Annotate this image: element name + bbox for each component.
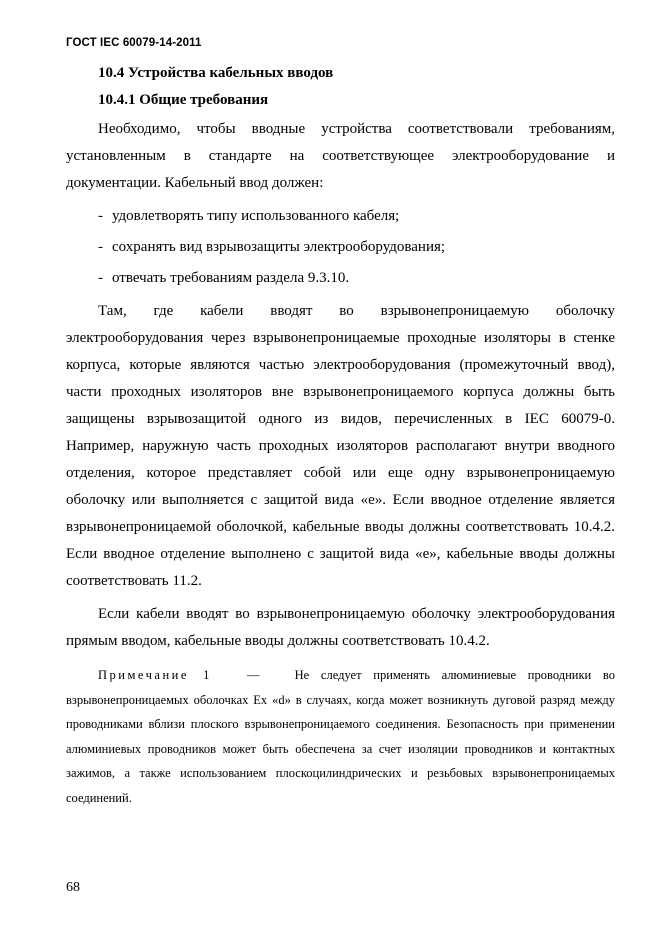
list-dash: - <box>98 208 103 224</box>
list-item <box>66 234 615 261</box>
list-item-text: сохранять вид взрывозащиты электрооборудования; <box>112 239 446 255</box>
list-dash: - <box>98 270 103 286</box>
list-dash: - <box>98 239 103 255</box>
list-item-text: удовлетворять типу использованного кабеля; <box>112 208 400 224</box>
paragraph-indirect-entry: Там, где кабели вводят во взрывонепроницаемую оболочку электрооборудования через взрывонепроницаемые проходные изоляторы в стенке корпуса, которые являются частью электрооборудования (промежуточный ввод), части проходных изоляторов вне взрывонепроницаемого корпуса должны быть защищены взрывозащитой одного из видов, перечисленных в IEC 60079-0. Например, наружную часть проходных изоляторов располагают внутри вводного отделения, которое представляет собой или еще одну взрывонепроницаемую оболочку или выполняется с защитой вида «е». Если вводное отделение является взрывонепроницаемой оболочкой, кабельные вводы должны соответствовать 10.4.2. Если вводное отделение выполнено с защитой вида «е», кабельные вводы должны соответствовать 11.2. <box>66 303 615 589</box>
note-block <box>66 663 615 810</box>
paragraph-requirements: Необходимо, чтобы вводные устройства соответствовали требованиям, установленным в стандарте на соответствующее электрооборудование и документации. Кабельный ввод должен: <box>66 121 615 191</box>
paragraph-direct-entry: Если кабели вводят во взрывонепроницаемую оболочку электрооборудования прямым вводом, кабельные вводы должны соответствовать 10.4.2. <box>66 606 615 649</box>
section-heading: 10.4 Устройства кабельных вводов <box>98 65 334 81</box>
requirements-list <box>66 203 615 292</box>
list-item <box>66 265 615 292</box>
list-item <box>66 203 615 230</box>
document-body <box>66 60 615 810</box>
note-dash: — <box>246 668 260 682</box>
note-label: Примечание 1 <box>98 668 212 682</box>
standard-header: ГОСТ IEC 60079-14-2011 <box>66 37 202 49</box>
note-text: Не следует применять алюминиевые проводники во взрывонепроницаемых оболочках Ex «d» в случаях, когда может возникнуть дуговой разряд между проводниками вблизи плоского взрывонепроницаемого соединения. Безопасность при применении алюминиевых проводников может быть обеспечена за счет изоляции проводников и контактных зажимов, а также использованием плоскоцилиндрических и резьбовых взрывонепроницаемых соединений. <box>66 668 615 805</box>
page-number: 68 <box>66 880 80 895</box>
subsection-heading: 10.4.1 Общие требования <box>98 92 269 108</box>
list-item-text: отвечать требованиям раздела 9.3.10. <box>112 270 350 286</box>
